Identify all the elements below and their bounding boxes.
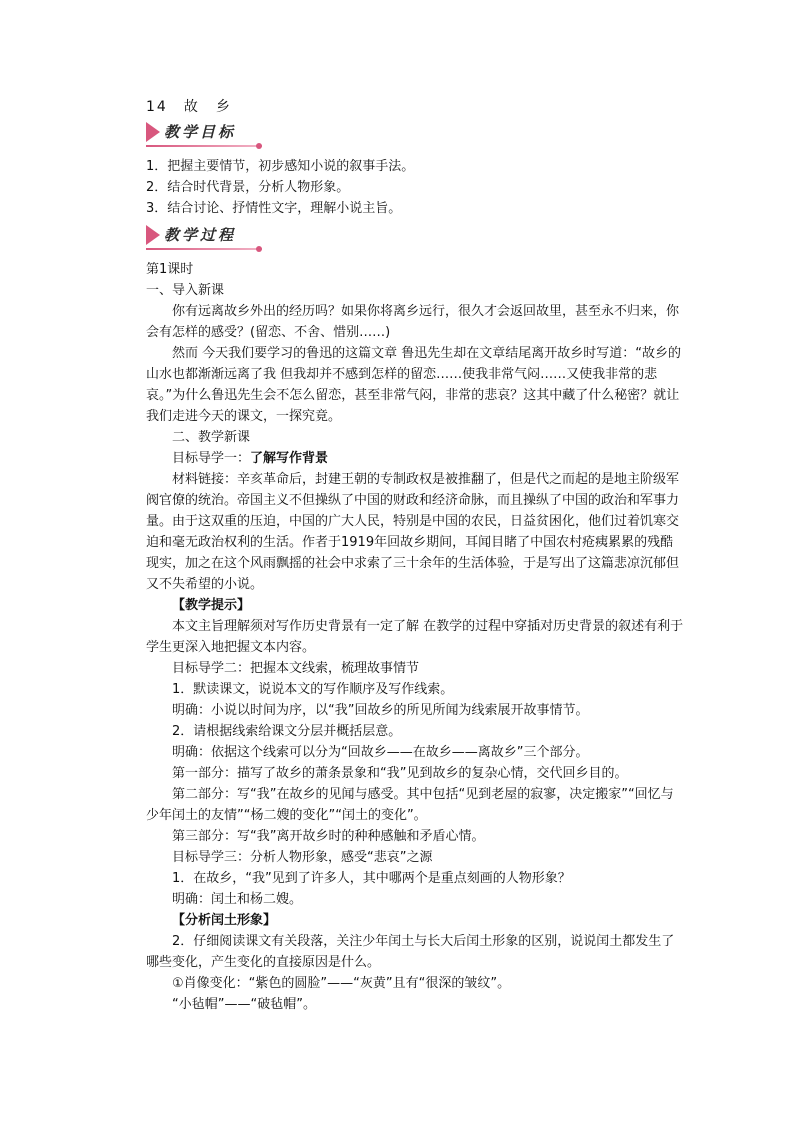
goal-guide-text: 把握本文线索，梳理故事情节 [250,661,420,676]
section-heading: 二、教学新课 [172,430,251,445]
banner-dot-icon [256,143,262,149]
paragraph: 然而 今天我们要学习的鲁迅的这篇文章 鲁迅先生却在文章结尾离开故乡时写道：“故乡的山水也都渐渐远离了我 但我却并不感到怎样的留恋……使我非常气闷……又使我非常的悲哀。”为什么鲁迅先生会不怎么留恋，甚至非常气闷，非常的悲哀？这其中藏了什么秘密？就让我们走进今天的课文，一探究竟。 [146,346,682,424]
goal-guide-heading [146,847,686,868]
paragraph: 你有远离故乡外出的经历吗？如果你将离乡远行，很久才会返回故里，甚至永不归来，你会有怎样的感受？(留恋、不舍、惜别……) [146,304,680,340]
paragraph: 第二部分：写“我”在故乡的见闻与感受。其中包括“见到老屋的寂寥，决定搬家”“回忆与少年闰土的友情”“杨二嫂的变化”“闰土的变化”。 [146,787,674,823]
material-label: 材料链接： [172,472,238,487]
goal-guide-label: 目标导学一： [172,451,251,466]
goal-guide-text: 了解写作背景 [250,451,329,466]
goal-item: 1．把握主要情节，初步感知小说的叙事手法。 [146,159,415,174]
paragraph: “小毡帽”——“破毡帽”。 [172,997,316,1012]
material-text: 辛亥革命后，封建王朝的专制政权是被推翻了，但是代之而起的是地主阶级军阀官僚的统治。帝国主义不但操纵了中国的财政和经济命脉，而且操纵了中国的政治和军事力量。由于这双重的压迫，中国的广大人民，特别是中国的农民，日益贫困化，他们过着饥寒交迫和毫无政治权利的生活。作者于1919年回故乡期间，耳闻目睹了中国农村疮痍累累的残酷现实，加之在这个风雨飘摇的社会中求索了三十余年的生活体验，于是写出了这篇悲凉沉郁但又不失希望的小说。 [146,472,680,592]
goal-guide-label: 目标导学三： [172,850,251,865]
document-content [146,96,686,1015]
material-paragraph [146,469,686,595]
banner-dot-icon [256,246,262,252]
banner-triangle-icon [146,225,160,245]
lesson-title: 14 故 乡 [146,99,232,115]
paragraph: 第三部分：写“我”离开故乡时的种种感触和矛盾心情。 [172,829,485,844]
goal-guide-text: 分析人物形象，感受“悲哀”之源 [250,850,433,865]
question: 2．请根据线索给课文分层并概括层意。 [172,724,402,739]
answer: 明确：闰土和杨二嫂。 [172,892,303,907]
question: 2．仔细阅读课文有关段落，关注少年闰土与长大后闰土形象的区别，说说闰土都发生了哪些变化，产生变化的直接原因是什么。 [146,934,675,970]
goal-guide-label: 目标导学二： [172,661,251,676]
period-label: 第1课时 [146,262,194,277]
goal-guide-heading [146,658,686,679]
banner-underline [146,145,262,147]
banner-underline [146,248,262,250]
goal-item: 2．结合时代背景，分析人物形象。 [146,180,350,195]
analysis-heading: 【分析闰土形象】 [172,913,277,928]
teaching-process-banner [146,223,262,253]
hint-heading: 【教学提示】 [172,598,251,613]
goal-guide-heading [146,448,686,469]
paragraph: 第一部分：描写了故乡的萧条景象和“我”见到故乡的复杂心情，交代回乡目的。 [172,766,628,781]
section-heading: 一、导入新课 [146,283,225,298]
paragraph: ①肖像变化：“紫色的圆脸”——“灰黄”且有“很深的皱纹”。 [172,976,511,991]
paragraph: 本文主旨理解须对写作历史背景有一定了解 在教学的过程中穿插对历史背景的叙述有利于学生更深入地把握文本内容。 [146,619,684,655]
goal-item: 3．结合讨论、抒情性文字，理解小说主旨。 [146,201,402,216]
question: 1．在故乡，“我”见到了许多人，其中哪两个是重点刻画的人物形象？ [172,871,571,886]
answer: 明确：小说以时间为序，以“我”回故乡的所见所闻为线索展开故事情节。 [172,703,589,718]
banner-label: 教学过程 [164,226,237,244]
banner-triangle-icon [146,122,160,142]
question: 1．默读课文，说说本文的写作顺序及写作线索。 [172,682,454,697]
teaching-goals-banner [146,120,262,150]
answer: 明确：依据这个线索可以分为“回故乡——在故乡——离故乡”三个部分。 [172,745,589,760]
banner-label: 教学目标 [164,123,237,141]
